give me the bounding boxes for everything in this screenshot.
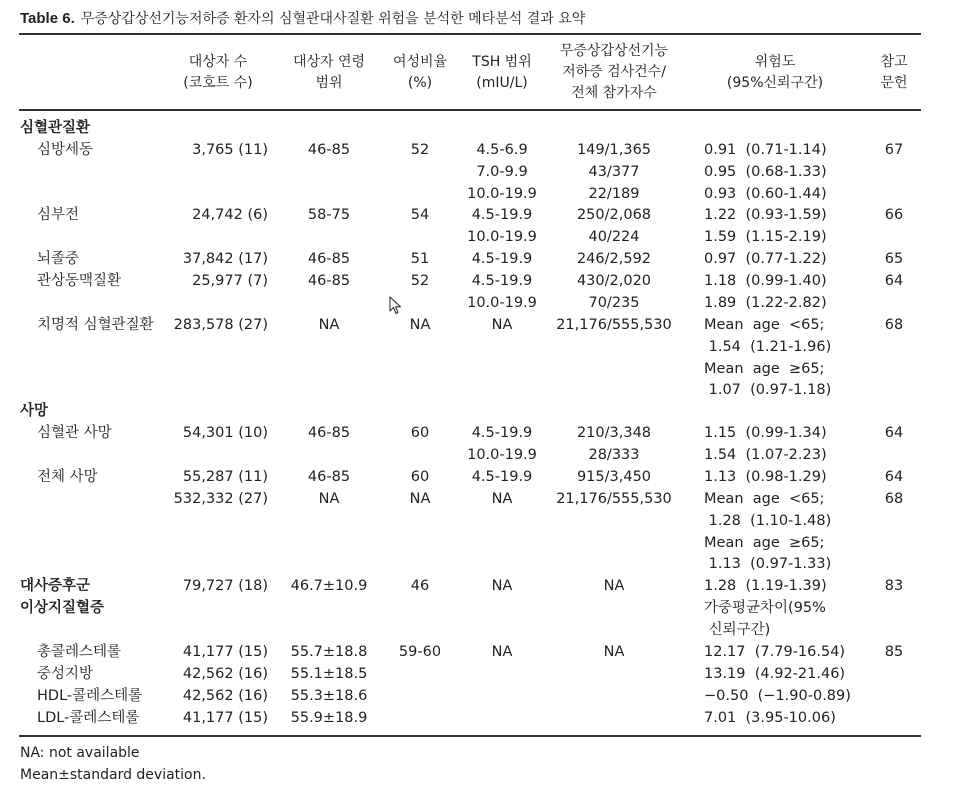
cell-risk: 1.28 (1.19-1.39) [704, 578, 827, 594]
cell-cases: 21,176/555,530 [556, 317, 672, 333]
header-age: 대상자 연령 범위 [292, 54, 366, 91]
table-caption [20, 8, 585, 28]
cell-female: 52 [410, 142, 430, 158]
cell-cases: 149/1,365 43/377 22/189 [576, 142, 652, 202]
cell-cases: 430/2,020 70/235 [576, 273, 652, 311]
cell-female: 51 [410, 251, 430, 267]
row-label: 중성지방 [37, 666, 94, 682]
header-risk: 위험도 (95%신뢰구간) [726, 54, 824, 91]
cell-risk: 1.18 (0.99-1.40) 1.89 (1.22-2.82) [704, 273, 827, 311]
cell-female: 52 [410, 273, 430, 289]
cell-age: 55.3±18.6 [290, 688, 368, 704]
cell-ref: 64 [884, 425, 904, 441]
cell-age: 46-85 [307, 251, 351, 267]
cell-subjects: 25,977 (7) [192, 273, 268, 289]
footnote-na: NA: not available [20, 745, 140, 761]
cell-ref: 68 [884, 317, 904, 333]
cell-risk: −0.50 (−1.90-0.89) [704, 688, 851, 704]
cell-ref: 83 [884, 578, 904, 594]
cell-tsh: NA [491, 317, 513, 333]
cell-cases: 21,176/555,530 [556, 491, 672, 507]
cell-ref: 64 [884, 469, 904, 485]
cell-tsh: NA [491, 644, 513, 660]
cell-cases: 915/3,450 [576, 469, 652, 485]
row-label: 총콜레스테롤 [37, 644, 122, 660]
cell-risk: 7.01 (3.95-10.06) [704, 710, 836, 726]
header-tsh: TSH 범위 (mIU/L) [472, 54, 532, 91]
cell-risk: 1.15 (0.99-1.34) 1.54 (1.07-2.23) [704, 425, 827, 463]
cell-subjects: 532,332 (27) [173, 491, 268, 507]
cell-cases: 250/2,068 40/224 [576, 207, 652, 245]
cell-subjects: 42,562 (16) [182, 688, 268, 704]
category-heading: 심혈관질환 [20, 120, 91, 136]
table-title: 무증상갑상선기능저하증 환자의 심혈관대사질환 위험을 분석한 메타분석 결과 요약 [80, 11, 586, 27]
cell-age: 46.7±10.9 [290, 578, 368, 594]
row-label: 뇌졸중 [37, 251, 80, 267]
cell-risk: 13.19 (4.92-21.46) [704, 666, 846, 682]
cell-subjects: 55,287 (11) [182, 469, 268, 485]
cell-tsh: NA [491, 578, 513, 594]
cell-subjects: 37,842 (17) [182, 251, 268, 267]
row-label: 전체 사망 [37, 469, 98, 485]
cell-subjects: 41,177 (15) [182, 644, 268, 660]
cell-cases: 210/3,348 28/333 [576, 425, 652, 463]
row-label: 관상동맥질환 [37, 273, 122, 289]
cell-risk: Mean age <65; 1.54 (1.21-1.96) Mean age ≥65; 1.07 (0.97-1.18) [704, 317, 832, 399]
top-rule [19, 33, 921, 35]
cell-age: 46-85 [307, 142, 351, 158]
header-female: 여성비율 (%) [392, 54, 448, 91]
cell-tsh: 4.5-19.9 [471, 251, 533, 267]
cell-risk: 0.91 (0.71-1.14) 0.95 (0.68-1.33) 0.93 (0.60-1.44) [704, 142, 827, 202]
cell-ref: 67 [884, 142, 904, 158]
cell-risk: 1.22 (0.93-1.59) 1.59 (1.15-2.19) [704, 207, 827, 245]
cell-ref: 64 [884, 273, 904, 289]
cell-age: 46-85 [307, 273, 351, 289]
row-label: 심방세동 [37, 142, 94, 158]
footnote-mean: Mean±standard deviation. [20, 767, 206, 783]
cell-age: NA [318, 317, 340, 333]
cell-age: 46-85 [307, 425, 351, 441]
cell-cases: NA [603, 578, 625, 594]
cell-ref: 66 [884, 207, 904, 223]
cell-female: 46 [410, 578, 430, 594]
cell-tsh: 4.5-6.9 7.0-9.9 10.0-19.9 [467, 142, 537, 202]
table-label: Table 6. [20, 10, 75, 27]
header-ref: 참고 문헌 [880, 54, 908, 91]
cell-female: 60 [410, 469, 430, 485]
header-cases: 무증상갑상선기능 저하증 검사건수/ 전체 참가자수 [559, 43, 669, 101]
category-heading: 이상지질혈증 [20, 600, 105, 616]
category-heading: 사망 [20, 403, 49, 419]
cell-cases: 246/2,592 [576, 251, 652, 267]
cell-age: NA [318, 491, 340, 507]
cell-female: 59-60 [398, 644, 442, 660]
cell-subjects: 3,765 (11) [192, 142, 268, 158]
cell-tsh: 4.5-19.9 10.0-19.9 [467, 425, 537, 463]
cell-age: 55.1±18.5 [290, 666, 368, 682]
row-label: LDL-콜레스테롤 [37, 710, 140, 726]
cell-subjects: 41,177 (15) [182, 710, 268, 726]
cell-tsh: 4.5-19.9 10.0-19.9 [467, 207, 537, 245]
cell-female: 54 [410, 207, 430, 223]
cell-ref: 68 [884, 491, 904, 507]
cell-female: NA [409, 491, 431, 507]
mouse-cursor-icon [389, 296, 403, 316]
cell-age: 55.7±18.8 [290, 644, 368, 660]
cell-subjects: 79,727 (18) [182, 578, 268, 594]
cell-subjects: 24,742 (6) [192, 207, 268, 223]
row-label: HDL-콜레스테롤 [37, 688, 143, 704]
row-label: 심혈관 사망 [37, 425, 112, 441]
bottom-rule [19, 735, 921, 737]
cell-subjects: 54,301 (10) [182, 425, 268, 441]
header-subjects: 대상자 수 (코호트 수) [183, 54, 253, 91]
cell-ref: 65 [884, 251, 904, 267]
cell-subjects: 283,578 (27) [173, 317, 268, 333]
cell-risk: 가중평균차이(95% 신뢰구간) [704, 600, 826, 638]
cell-ref: 85 [884, 644, 904, 660]
cell-tsh: NA [491, 491, 513, 507]
header-rule [19, 109, 921, 111]
cell-age: 55.9±18.9 [290, 710, 368, 726]
cell-risk: 12.17 (7.79-16.54) [704, 644, 846, 660]
row-label: 심부전 [37, 207, 80, 223]
cell-risk: Mean age <65; 1.28 (1.10-1.48) Mean age ≥65; 1.13 (0.97-1.33) [704, 491, 832, 573]
cell-subjects: 42,562 (16) [182, 666, 268, 682]
row-label: 치명적 심혈관질환 [37, 317, 154, 333]
cell-tsh: 4.5-19.9 10.0-19.9 [467, 273, 537, 311]
category-heading: 대사증후군 [20, 578, 91, 594]
cell-age: 58-75 [307, 207, 351, 223]
cell-female: NA [409, 317, 431, 333]
cell-tsh: 4.5-19.9 [471, 469, 533, 485]
cell-risk: 1.13 (0.98-1.29) [704, 469, 827, 485]
cell-risk: 0.97 (0.77-1.22) [704, 251, 827, 267]
cell-female: 60 [410, 425, 430, 441]
cell-cases: NA [603, 644, 625, 660]
cell-age: 46-85 [307, 469, 351, 485]
